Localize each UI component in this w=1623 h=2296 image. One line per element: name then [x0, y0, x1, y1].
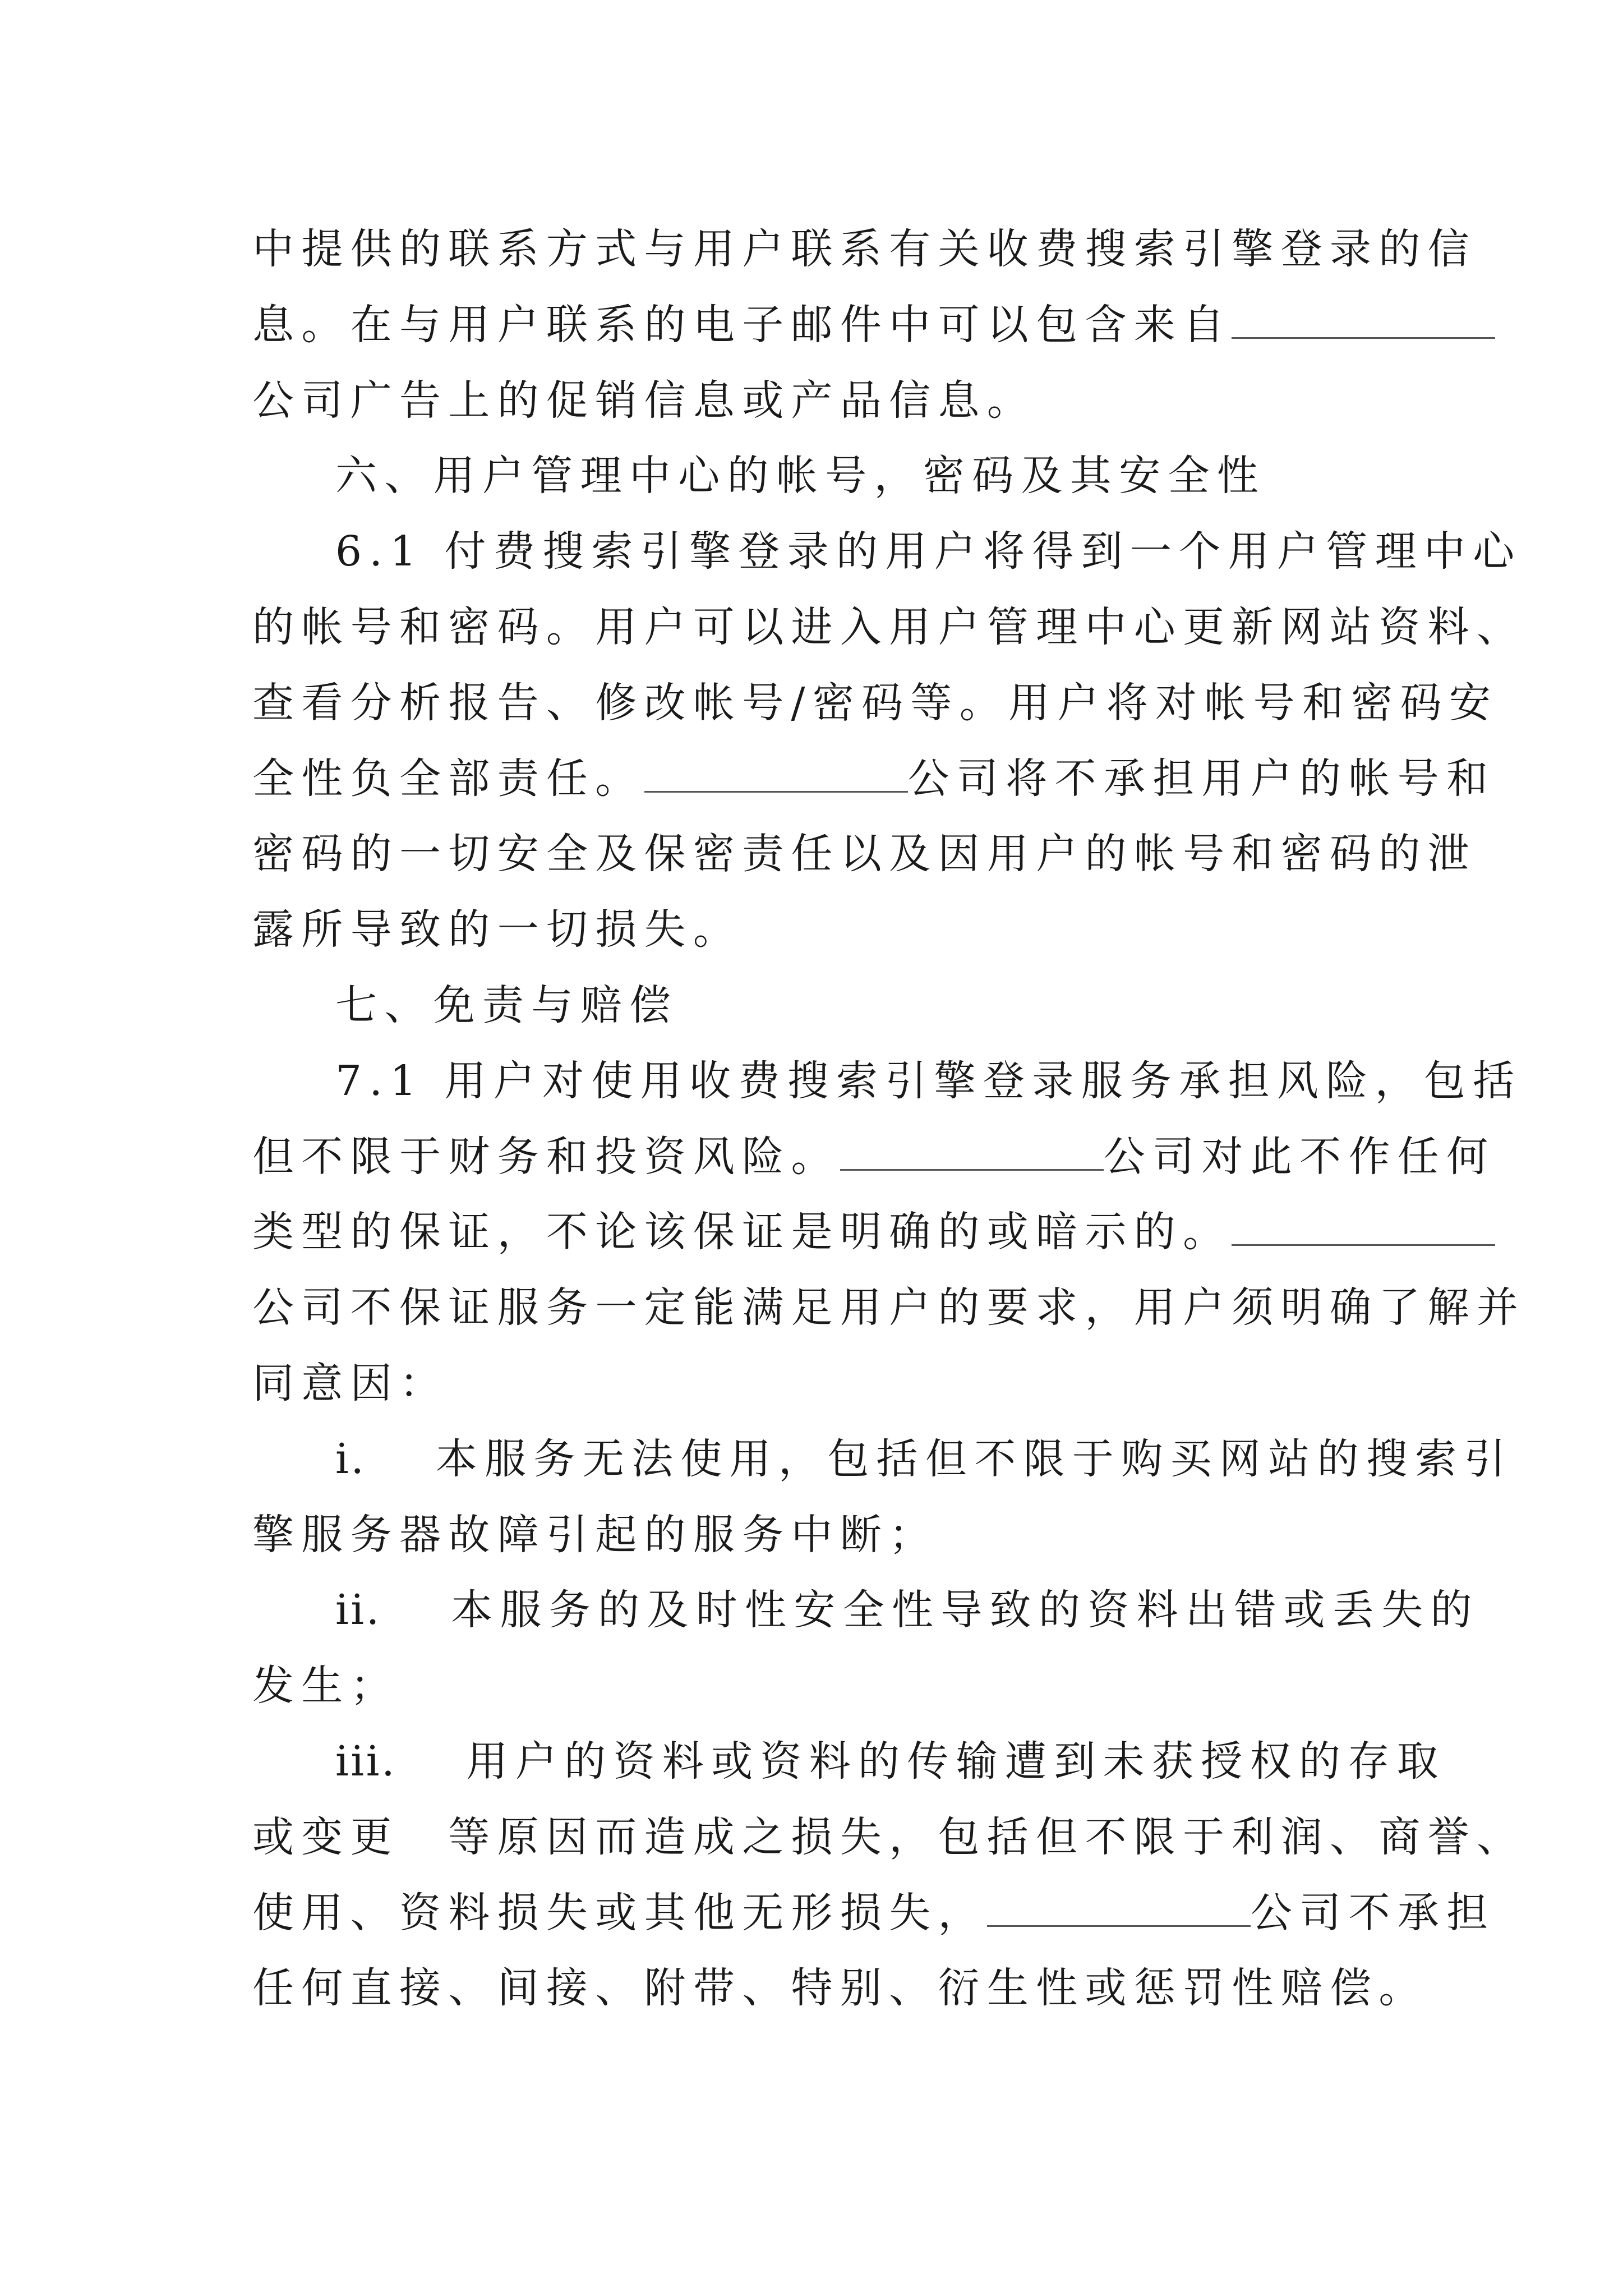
- list-marker: ii.: [335, 1586, 381, 1635]
- line-text: 露所导致的一切损失。: [252, 905, 743, 954]
- list-item: [252, 1421, 1513, 1497]
- fill-in-blank: [987, 1886, 1251, 1927]
- line-text: 公司将不承担用户的帐号和: [907, 754, 1496, 803]
- line-text: 但不限于财务和投资风险。: [252, 1132, 840, 1181]
- line-text: 或变更 等原因而造成之损失，包括但不限于利润、商誉、: [252, 1812, 1526, 1861]
- line-text: 本服务无法使用，包括但不限于购买网站的搜索引: [435, 1434, 1513, 1483]
- line-text: 的帐号和密码。用户可以进入用户管理中心更新网站资料、: [252, 602, 1526, 651]
- text-line: [252, 514, 1522, 590]
- text-line: [252, 287, 1380, 363]
- fill-in-blank: [644, 752, 908, 793]
- text-line: [252, 1950, 1428, 2026]
- text-line: [252, 1270, 1526, 1346]
- list-item: [252, 1572, 1479, 1648]
- text-line: [252, 1194, 1380, 1270]
- list-item: [252, 1724, 1446, 1800]
- text-line: [252, 892, 1380, 968]
- text-line: [252, 665, 1498, 741]
- line-text: 查看分析报告、修改帐号/密码等。用户将对帐号和密码安: [252, 678, 1498, 727]
- text-line: [252, 211, 1477, 287]
- line-text: 6.1 付费搜索引擎登录的用户将得到一个用户管理中心: [335, 527, 1522, 576]
- text-line: [252, 363, 1380, 439]
- list-marker: i.: [335, 1434, 366, 1483]
- line-text: 中提供的联系方式与用户联系有关收费搜索引擎登录的信: [252, 225, 1477, 273]
- text-line: [252, 1497, 1380, 1573]
- line-text: 使用、资料损失或其他无形损失，: [252, 1888, 987, 1937]
- text-line: [252, 590, 1526, 665]
- fill-in-blank: [1232, 298, 1495, 339]
- line-text: 7.1 用户对使用收费搜索引擎登录服务承担风险，包括: [335, 1056, 1522, 1105]
- line-text: 公司对此不作任何: [1103, 1132, 1496, 1181]
- line-text: 用户的资料或资料的传输遭到未获授权的存取: [466, 1737, 1446, 1786]
- line-text: 任何直接、间接、附带、特别、衍生性或惩罚性赔偿。: [252, 1964, 1428, 2013]
- line-text: 擎服务器故障引起的服务中断；: [252, 1510, 938, 1559]
- section-heading: [252, 968, 1380, 1043]
- text-line: [252, 1800, 1526, 1875]
- line-text: 公司广告上的促销信息或产品信息。: [252, 376, 1036, 425]
- text-line: [252, 1043, 1522, 1119]
- line-text: 类型的保证，不论该保证是明确的或暗示的。: [252, 1208, 1232, 1257]
- line-text: 公司不保证服务一定能满足用户的要求，用户须明确了解并: [252, 1283, 1526, 1332]
- text-line: [252, 741, 1496, 817]
- fill-in-blank: [1232, 1205, 1495, 1246]
- text-line: [252, 816, 1477, 892]
- heading-text: 七、免责与赔偿: [335, 981, 679, 1029]
- heading-text: 六、用户管理中心的帐号，密码及其安全性: [335, 452, 1266, 500]
- line-text: 公司不承担: [1250, 1888, 1496, 1937]
- line-text: 息。在与用户联系的电子邮件中可以包含来自: [252, 300, 1232, 349]
- document-body: [252, 211, 1526, 2026]
- line-text: 同意因：: [252, 1359, 449, 1407]
- text-line: [252, 1648, 1380, 1724]
- line-text: 密码的一切安全及保密责任以及因用户的帐号和密码的泄: [252, 830, 1477, 878]
- section-heading: [252, 438, 1380, 514]
- text-line: [252, 1346, 1380, 1421]
- list-marker: iii.: [335, 1737, 397, 1786]
- text-line: [252, 1119, 1496, 1195]
- line-text: 发生；: [252, 1662, 399, 1710]
- line-text: 本服务的及时性安全性导致的资料出错或丢失的: [451, 1586, 1479, 1635]
- fill-in-blank: [840, 1130, 1104, 1171]
- text-line: [252, 1875, 1496, 1951]
- line-text: 全性负全部责任。: [252, 754, 644, 803]
